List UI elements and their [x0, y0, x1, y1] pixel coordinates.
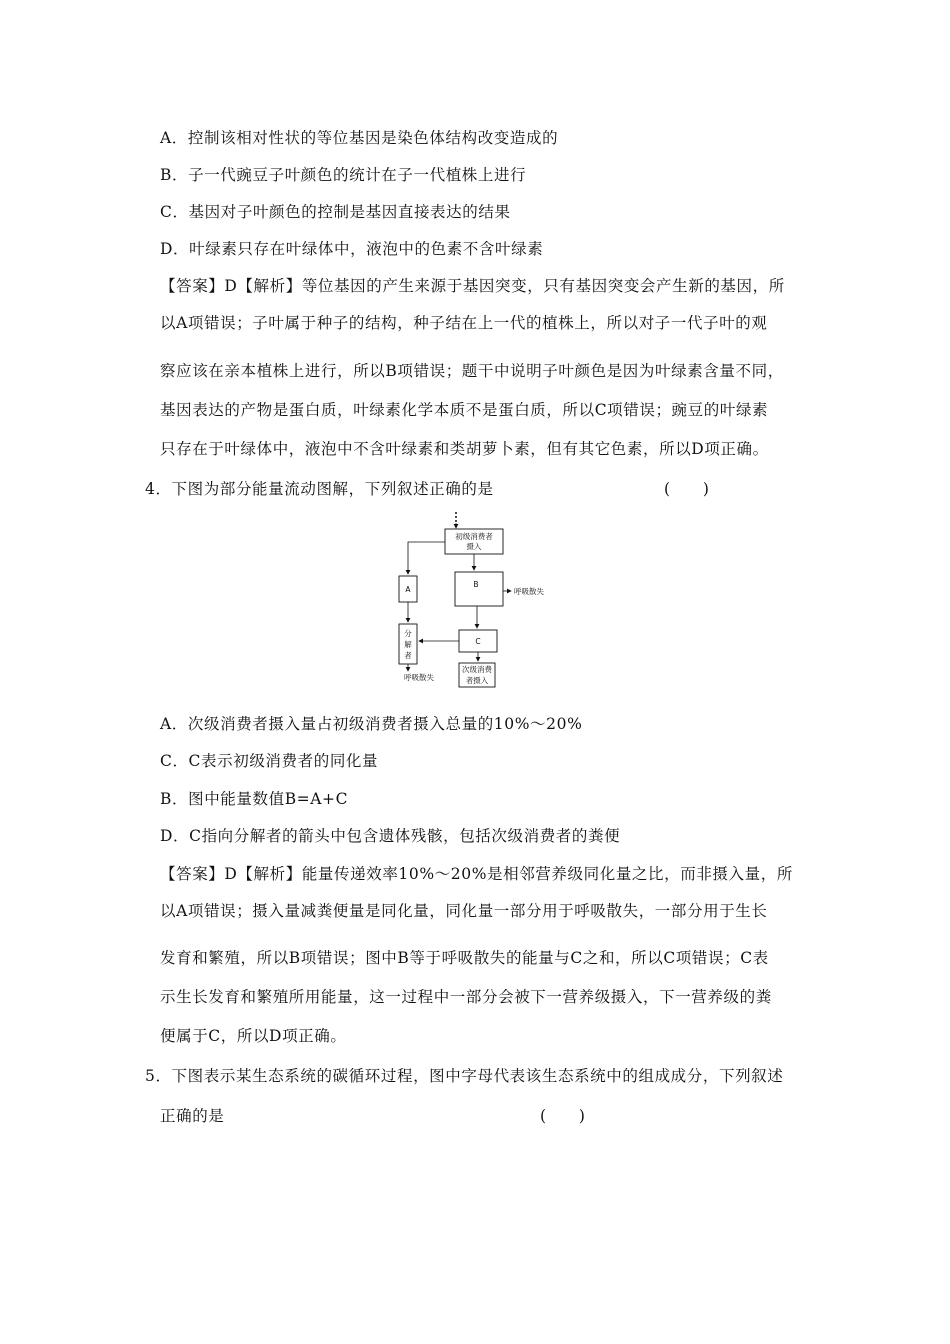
secondary-intake-label: 者摄入	[465, 676, 489, 685]
energy-flow-diagram	[395, 508, 555, 690]
ellipsis-dots	[455, 512, 457, 522]
q5-answer-bracket: ( )	[540, 1107, 586, 1125]
q4-answer-line: 便属于C，所以D项正确。	[160, 1027, 347, 1045]
q4-stem: 4．下图为部分能量流动图解，下列叙述正确的是	[145, 480, 494, 498]
respiration-label-right: 呼吸散失	[514, 587, 544, 596]
q3-answer-line: 基因表达的产物是蛋白质，叶绿素化学本质不是蛋白质，所以C项错误；豌豆的叶绿素	[160, 401, 769, 419]
q3-answer-line: 察应该在亲本植株上进行，所以B项错误；题干中说明子叶颜色是因为叶绿素含量不同，	[160, 362, 784, 380]
q3-answer-line: 以A项错误；子叶属于种子的结构，种子结在上一代的植株上，所以对子一代子叶的观	[160, 314, 768, 332]
decomposer-label: 者	[404, 651, 412, 660]
q3-answer-line: 【答案】D【解析】等位基因的产生来源于基因突变，只有基因突变会产生新的基因，所	[160, 277, 785, 295]
q3-option-a: A．控制该相对性状的等位基因是染色体结构改变造成的	[160, 129, 559, 147]
q3-answer-line: 只存在于叶绿体中，液泡中不含叶绿素和类胡萝卜素，但有其它色素，所以D项正确。	[160, 440, 769, 458]
secondary-intake-label: 次级消费	[462, 665, 492, 674]
q4-answer-line: 以A项错误；摄入量减粪便量是同化量，同化量一部分用于呼吸散失，一部分用于生长	[160, 902, 768, 920]
q5-stem: 5．下图表示某生态系统的碳循环过程，图中字母代表该生态系统中的组成成分，下列叙述	[145, 1067, 784, 1085]
q4-option-d: D．C指向分解者的箭头中包含遗体残骸，包括次级消费者的粪便	[160, 827, 621, 845]
box-c-label: C	[475, 637, 481, 646]
q5-stem-continued: 正确的是	[160, 1107, 225, 1125]
q4-answer-line: 发育和繁殖，所以B项错误；图中B等于呼吸散失的能量与C之和，所以C项错误；C表	[160, 949, 769, 967]
box-a-label: A	[405, 585, 411, 594]
decomposer-label: 解	[404, 640, 412, 649]
primary-intake-label: 初级消费者	[455, 532, 493, 541]
box-b-label: B	[473, 580, 479, 589]
energy-flow-svg	[395, 508, 555, 690]
box-b	[455, 572, 503, 606]
decomposer-label: 分	[404, 629, 412, 638]
q4-answer-bracket: ( )	[664, 480, 710, 498]
q4-option-b: B．图中能量数值B=A+C	[160, 790, 349, 808]
q4-option-c: C．C表示初级消费者的同化量	[160, 752, 379, 770]
q3-option-b: B．子一代豌豆子叶颜色的统计在子一代植株上进行	[160, 166, 527, 184]
q3-option-c: C．基因对子叶颜色的控制是基因直接表达的结果	[160, 203, 511, 221]
respiration-label-bottom: 呼吸散失	[404, 673, 434, 682]
primary-intake-label: 摄入	[466, 542, 482, 551]
q4-option-a: A．次级消费者摄入量占初级消费者摄入总量的10%～20%	[160, 715, 583, 733]
q3-option-d: D．叶绿素只存在叶绿体中，液泡中的色素不含叶绿素	[160, 240, 544, 258]
q4-answer-line: 【答案】D【解析】能量传递效率10%～20%是相邻营养级同化量之比，而非摄入量，所	[160, 865, 793, 883]
q4-answer-line: 示生长发育和繁殖所用能量，这一过程中一部分会被下一营养级摄入，下一营养级的粪	[160, 988, 772, 1006]
